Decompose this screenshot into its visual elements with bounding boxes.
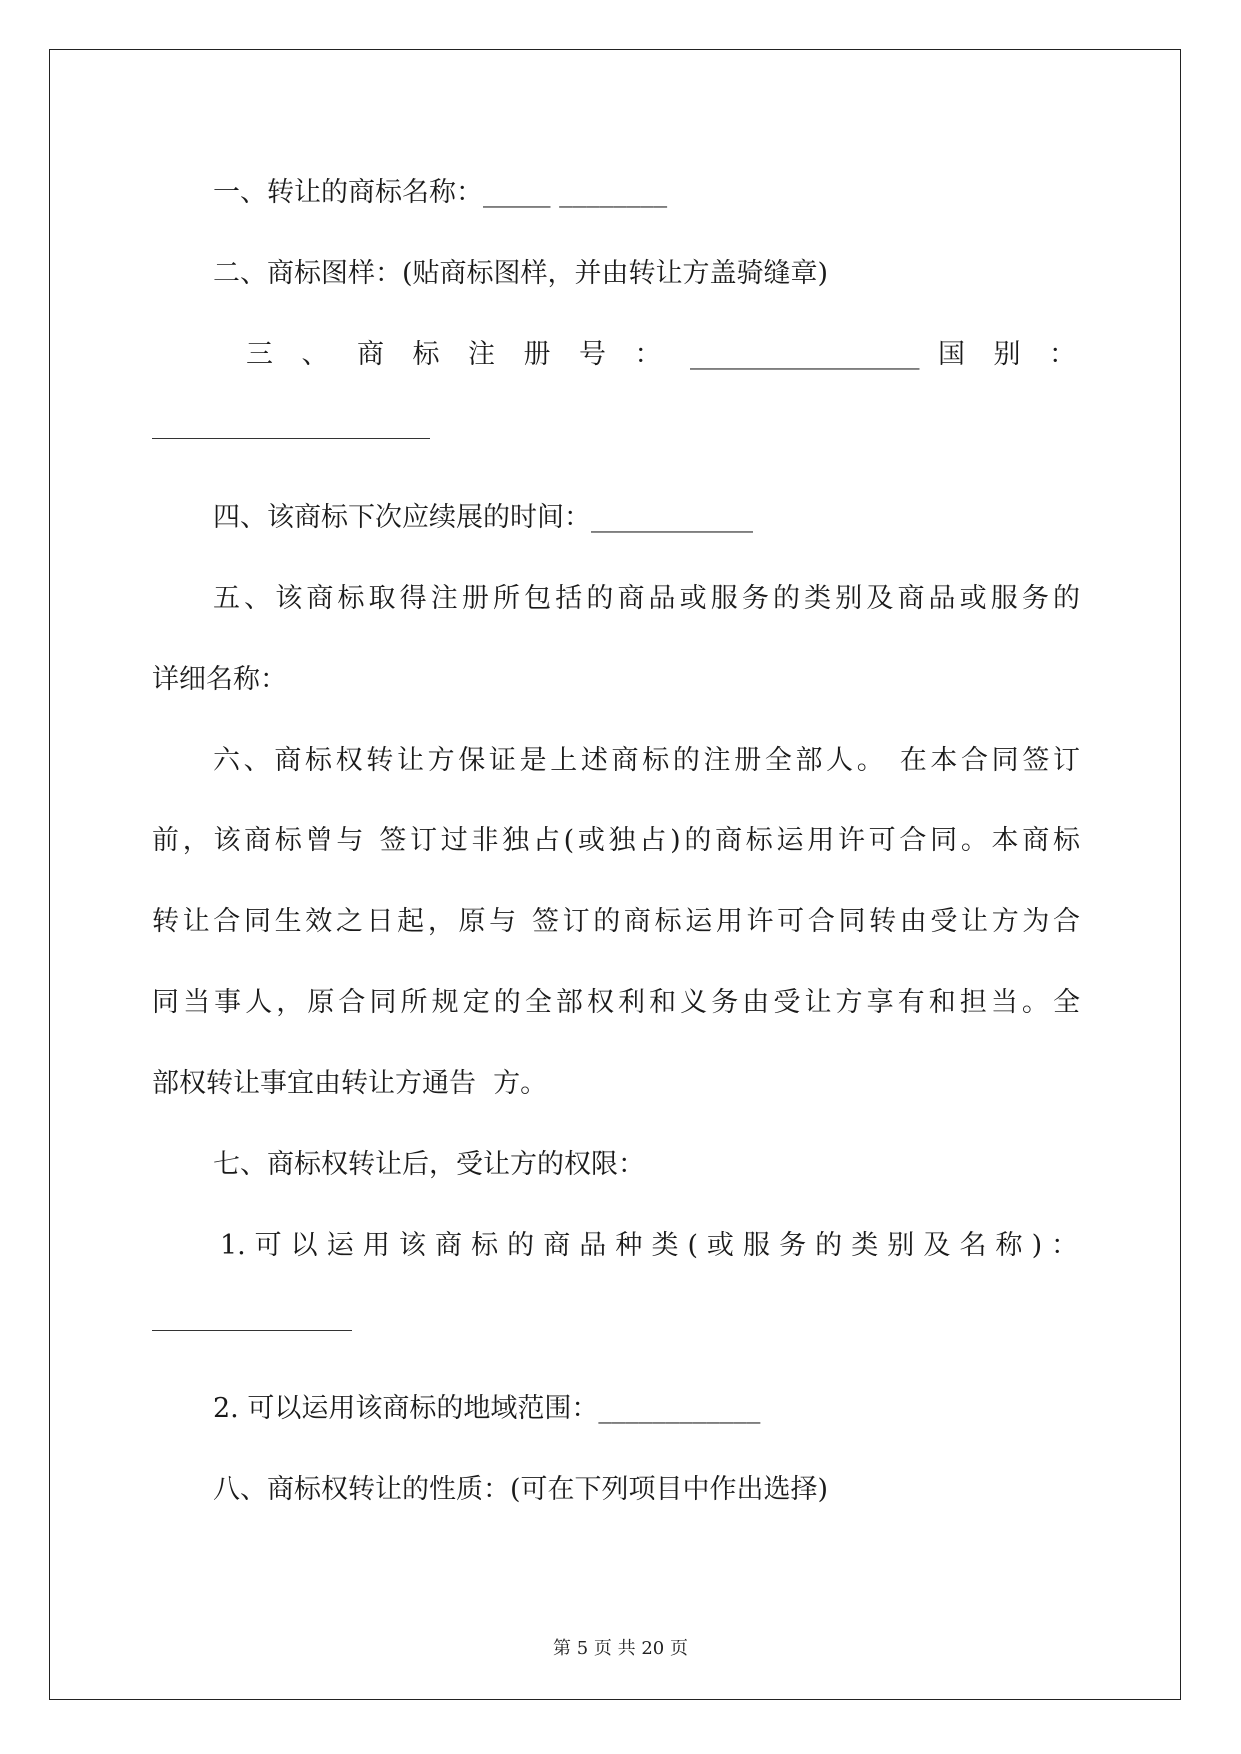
clause-7-item-1: 1. 可 以 运 用 该 商 标 的 商 品 种 类 ( 或 服 务 的 类 别 及 名 称 ) ： (220, 1230, 1078, 1261)
blank-fill-line (152, 1330, 352, 1331)
clause-6-line-2: 前，该商标曾与 签订过非独占(或独占)的商标运用许可合同。本商标 (152, 825, 1080, 856)
clause-7-item-2: 2. 可以运用该商标的地域范围：____________ (213, 1393, 761, 1424)
page-border (49, 49, 1181, 1700)
clause-4-renewal-time: 四、该商标下次应续展的时间：____________ (213, 502, 753, 533)
clause-7-transferee-rights: 七、商标权转让后，受让方的权限： (213, 1149, 645, 1180)
clause-6-guarantee: 六、商标权转让方保证是上述商标的注册全部人。 在本合同签订 (213, 745, 1080, 776)
blank-fill-line (152, 438, 430, 439)
clause-2-trademark-sample: 二、商标图样：(贴商标图样，并由转让方盖骑缝章) (213, 258, 829, 289)
clause-8-transfer-nature: 八、商标权转让的性质：(可在下列项目中作出选择) (213, 1474, 829, 1505)
clause-6-line-5: 部权转让事宜由转让方通告 方。 (152, 1068, 548, 1099)
clause-1-trademark-name: 一、转让的商标名称：_____ ________ (213, 177, 668, 208)
page-number-footer: 第 5 页 共 20 页 (553, 1638, 688, 1659)
clause-3-registration-number: 三 、 商 标 注 册 号 ： _________________ 国 别 ： (246, 339, 1076, 370)
clause-6-line-3: 转让合同生效之日起，原与 签订的商标运用许可合同转由受让方为合 (152, 906, 1080, 937)
clause-5-goods-services: 五、该商标取得注册所包括的商品或服务的类别及商品或服务的 (213, 583, 1080, 614)
clause-5-continued: 详细名称： (152, 664, 287, 695)
clause-6-line-4: 同当事人，原合同所规定的全部权利和义务由受让方享有和担当。全 (152, 987, 1080, 1018)
